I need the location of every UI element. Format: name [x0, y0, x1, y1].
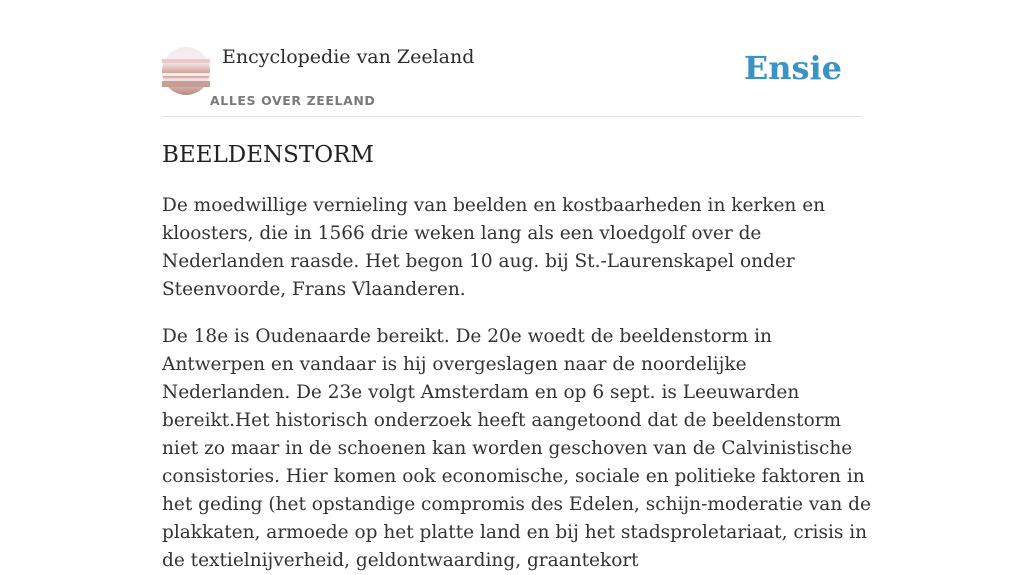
site-subtitle: ALLES OVER ZEELAND: [210, 93, 376, 108]
article-title: BEELDENSTORM: [162, 142, 374, 168]
article-paragraph: De 18e is Oudenaarde bereikt. De 20e woedt de beeldenstorm in Antwerpen en vandaar is hij overgeslagen naar de noordelijke Nederlanden. De 23e volgt Amsterdam en op 6 sept. is Leeuwarden bereikt.Het historisch onderzoek heeft aangetoond dat de beeldenstorm niet zo maar in de schoenen kan worden geschoven van de Calvinistische consistories. Hier komen ook economische, sociale en politieke faktoren in het geding (het opstandige compromis des Edelen, schijn-moderatie van de plakkaten, armoede op het platte land en bij het stadsproletariaat, crisis in de textielnijverheid, geldontwaarding, graantekort: [162, 326, 871, 571]
article: [162, 138, 872, 575]
site-avatar[interactable]: [162, 47, 210, 95]
avatar-band: [162, 73, 210, 76]
ensie-logo[interactable]: Ensie: [743, 49, 842, 87]
site-header: [162, 40, 862, 117]
avatar-band: [162, 59, 210, 63]
article-paragraph: De moedwillige vernieling van beelden en kostbaarheden in kerken en kloosters, die in 1566 drie weken lang als een vloedgolf over de Nederlanden raasde. Het begon 10 aug. bij St.-Laurenskapel onder Steenvoorde, Frans Vlaanderen.: [162, 195, 826, 300]
avatar-band: [162, 81, 210, 87]
site-title[interactable]: Encyclopedie van Zeeland: [222, 46, 475, 68]
